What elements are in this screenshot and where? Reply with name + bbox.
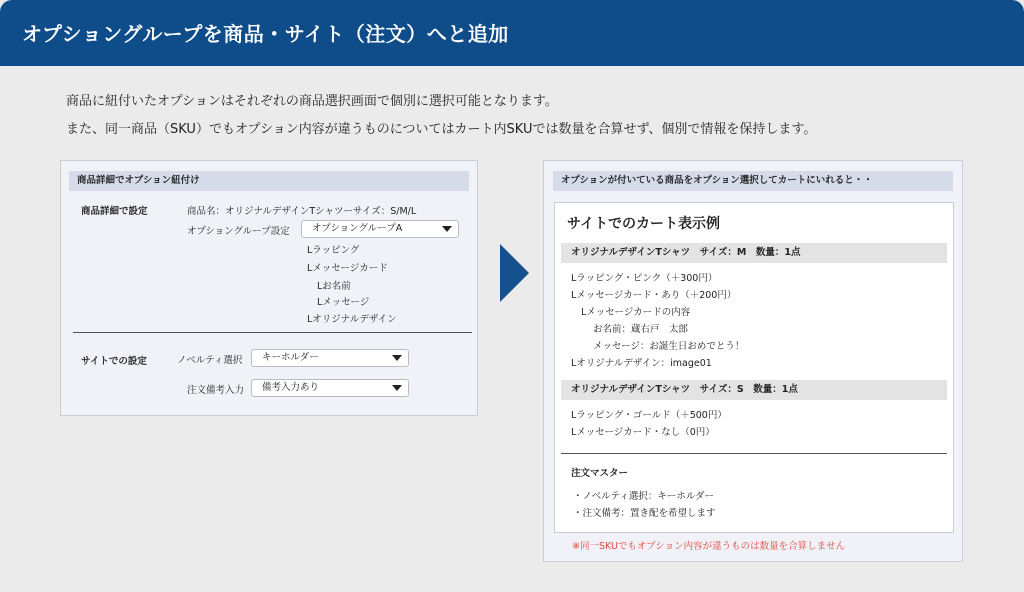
site-section-label: サイトでの設定 <box>81 356 147 367</box>
page-title: オプショングループを商品・サイト（注文）へと追加 <box>22 22 509 46</box>
product-settings-heading: 商品詳細でオプション紐付け <box>69 171 469 191</box>
cart-item-1-line: メッセージ：お誕生日おめでとう！ <box>593 341 745 352</box>
chevron-down-icon <box>392 355 402 361</box>
option-group-label: オプショングループ設定 <box>187 226 290 237</box>
tree-item-wrapping: Lラッピング <box>307 245 360 256</box>
cart-item-1-title: オリジナルデザインTシャツ サイズ：M 数量：1点 <box>561 243 947 263</box>
tree-item-message: Lメッセージ <box>317 297 370 308</box>
cart-item-1-line: Lオリジナルデザイン：image01 <box>571 358 712 369</box>
chevron-right-icon <box>497 242 531 304</box>
remarks-select[interactable] <box>251 379 409 397</box>
tree-item-original-design: Lオリジナルデザイン <box>307 314 397 325</box>
order-master-title: 注文マスター <box>571 468 629 479</box>
section-divider <box>73 332 472 333</box>
option-group-select[interactable] <box>301 220 459 238</box>
intro-text-2: また、同一商品（SKU）でもオプション内容が違うものについてはカート内SKUでは数量を合算せず、個別で情報を保持します。 <box>66 122 817 137</box>
cart-display-card <box>554 202 954 533</box>
order-master-line: ・ノベルティ選択：キーホルダー <box>573 491 714 502</box>
cart-item-2-line: Lラッピング・ゴールド（＋500円） <box>571 410 727 421</box>
intro-text-1: 商品に紐付いたオプションはそれぞれの商品選択画面で個別に選択可能となります。 <box>66 94 558 109</box>
cart-item-2-title: オリジナルデザインTシャツ サイズ：S 数量：1点 <box>561 380 947 400</box>
product-section-label: 商品詳細で設定 <box>81 206 148 217</box>
remarks-value: 備考入力あり <box>262 382 320 393</box>
novelty-label: ノベルティ選択 <box>177 355 243 366</box>
header-bar <box>0 0 1024 66</box>
product-settings-panel <box>60 160 478 416</box>
tree-item-message-card: Lメッセージカード <box>307 263 388 274</box>
chevron-down-icon <box>442 226 452 232</box>
product-name: 商品名：オリジナルデザインTシャツーサイズ：S/M/L <box>187 206 417 217</box>
order-master-line: ・注文備考：置き配を希望します <box>573 508 716 519</box>
chevron-down-icon <box>392 385 402 391</box>
novelty-value: キーホルダー <box>262 352 319 363</box>
card-divider <box>561 453 947 454</box>
cart-item-1-line: Lラッピング・ピンク（＋300円） <box>571 273 718 284</box>
cart-item-1-line: Lメッセージカード・あり（＋200円） <box>571 290 737 301</box>
cart-item-1-line: お名前：蔵右戸 太郎 <box>593 324 689 335</box>
tree-item-name: Lお名前 <box>317 281 351 292</box>
option-group-value: オプショングループA <box>312 223 403 234</box>
cart-example-panel <box>543 160 963 562</box>
cart-display-title: サイトでのカート表示例 <box>567 216 721 232</box>
note-text: ※同一SKUでもオプション内容が違うものは数量を合算しません <box>572 541 846 552</box>
cart-example-heading: オプションが付いている商品をオプション選択してカートにいれると・・ <box>553 171 953 191</box>
remarks-label: 注文備考入力 <box>187 385 245 396</box>
novelty-select[interactable] <box>251 349 409 367</box>
cart-item-2-line: Lメッセージカード・なし（0円） <box>571 427 715 438</box>
cart-item-1-line: Lメッセージカードの内容 <box>581 307 691 318</box>
